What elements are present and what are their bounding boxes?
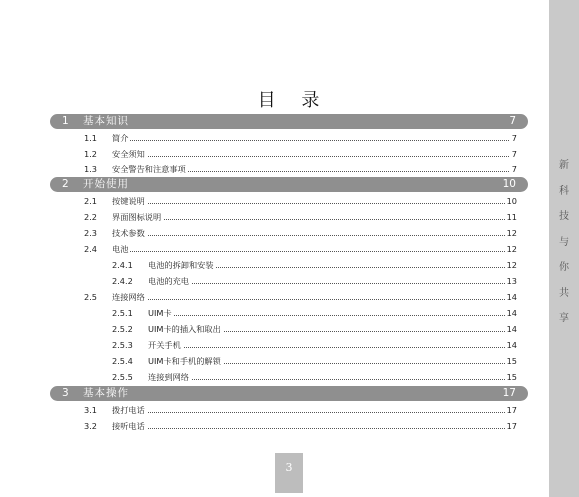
entry-page: 7 (511, 149, 517, 159)
entry-number: 2.2 (84, 212, 98, 222)
side-bar (549, 0, 579, 497)
chapter-number: 2 (62, 178, 69, 190)
dot-leader (150, 283, 507, 284)
side-char: 新 (559, 160, 569, 171)
toc-entry[interactable] (84, 242, 517, 256)
entry-page: 14 (506, 324, 517, 334)
dot-leader (114, 219, 507, 220)
toc-subentry[interactable] (112, 306, 517, 320)
entry-title: 拨打电话 (112, 405, 145, 415)
dot-leader (114, 156, 509, 157)
entry-title: 界面图标说明 (112, 212, 162, 222)
entry-number: 2.5.3 (112, 340, 133, 350)
entry-page: 10 (506, 196, 517, 206)
toc-entry[interactable] (84, 419, 517, 433)
entry-page: 13 (506, 276, 517, 286)
entry-title: 连接到网络 (148, 372, 189, 382)
toc-chapter[interactable] (50, 114, 528, 129)
toc-subentry[interactable] (112, 322, 517, 336)
entry-page: 14 (506, 308, 517, 318)
dot-leader (114, 235, 507, 236)
entry-title: 电池 (112, 244, 129, 254)
entry-page: 11 (506, 212, 517, 222)
chapter-number: 3 (62, 387, 69, 399)
entry-number: 1.2 (84, 149, 98, 159)
entry-title: 连接网络 (112, 292, 145, 302)
entry-page: 12 (506, 228, 517, 238)
entry-number: 2.5.4 (112, 356, 133, 366)
entry-title: 简介 (112, 133, 129, 143)
side-char: 科 (559, 185, 569, 197)
entry-number: 2.5.5 (112, 372, 133, 382)
entry-page: 17 (506, 421, 517, 431)
entry-title: 安全警告和注意事项 (112, 164, 186, 174)
toc-entry[interactable] (84, 210, 517, 224)
dot-leader (114, 140, 509, 141)
dot-leader (150, 315, 507, 316)
entry-page: 15 (506, 372, 517, 382)
entry-title: 按键说明 (112, 196, 145, 206)
toc-subentry[interactable] (112, 258, 517, 272)
dot-leader (114, 251, 507, 252)
chapter-page: 10 (502, 178, 516, 190)
entry-page: 17 (506, 405, 517, 415)
side-slogan (549, 160, 579, 339)
dot-leader (114, 203, 507, 204)
entry-number: 2.1 (84, 196, 98, 206)
toc-subentry[interactable] (112, 338, 517, 352)
entry-title: 电池的拆卸和安装 (148, 260, 214, 270)
page-title: 目 录 (257, 90, 330, 111)
entry-number: 2.5.2 (112, 324, 133, 334)
toc-entry[interactable] (84, 290, 517, 304)
toc-subentry[interactable] (112, 370, 517, 384)
side-char: 享 (559, 313, 569, 324)
entry-number: 3.2 (84, 421, 98, 431)
entry-number: 2.4 (84, 244, 98, 254)
dot-leader (114, 412, 507, 413)
entry-title: UIM卡和手机的解锁 (148, 356, 221, 366)
entry-number: 2.3 (84, 228, 98, 238)
entry-page: 14 (506, 340, 517, 350)
toc-subentry[interactable] (112, 354, 517, 368)
entry-page: 15 (506, 356, 517, 366)
toc-chapter[interactable] (50, 386, 528, 401)
entry-title: 安全须知 (112, 149, 145, 159)
side-char: 技 (559, 211, 569, 222)
entry-page: 7 (511, 164, 517, 174)
toc-entry[interactable] (84, 403, 517, 417)
toc-chapter[interactable] (50, 177, 528, 192)
entry-title: 技术参数 (112, 228, 145, 238)
side-char: 与 (559, 236, 569, 248)
toc-entry[interactable] (84, 194, 517, 208)
dot-leader (150, 347, 507, 348)
dot-leader (150, 379, 507, 380)
entry-page: 14 (506, 292, 517, 302)
side-char: 共 (559, 287, 569, 299)
entry-number: 1.1 (84, 133, 98, 143)
page-number: 3 (275, 453, 303, 493)
toc-subentry[interactable] (112, 274, 517, 288)
entry-title: 接听电话 (112, 421, 145, 431)
side-char: 你 (559, 262, 569, 273)
entry-number: 2.4.2 (112, 276, 133, 286)
entry-number: 2.5.1 (112, 308, 133, 318)
entry-page: 12 (506, 260, 517, 270)
dot-leader (114, 428, 507, 429)
toc-entry[interactable] (84, 131, 517, 145)
dot-leader (114, 299, 507, 300)
entry-title: UIM卡的插入和取出 (148, 324, 221, 334)
chapter-number: 1 (62, 115, 69, 127)
toc-entry[interactable] (84, 162, 517, 176)
chapter-title: 开始使用 (83, 178, 129, 190)
toc-entry[interactable] (84, 147, 517, 161)
toc-entry[interactable] (84, 226, 517, 240)
chapter-title: 基本知识 (83, 115, 129, 127)
entry-page: 7 (511, 133, 517, 143)
entry-title: UIM卡 (148, 308, 172, 318)
entry-number: 3.1 (84, 405, 98, 415)
entry-number: 1.3 (84, 164, 98, 174)
chapter-page: 7 (509, 115, 516, 127)
entry-number: 2.5 (84, 292, 98, 302)
entry-title: 开关手机 (148, 340, 181, 350)
entry-title: 电池的充电 (148, 276, 189, 286)
entry-page: 12 (506, 244, 517, 254)
chapter-title: 基本操作 (83, 387, 129, 399)
chapter-page: 17 (502, 387, 516, 399)
entry-number: 2.4.1 (112, 260, 133, 270)
